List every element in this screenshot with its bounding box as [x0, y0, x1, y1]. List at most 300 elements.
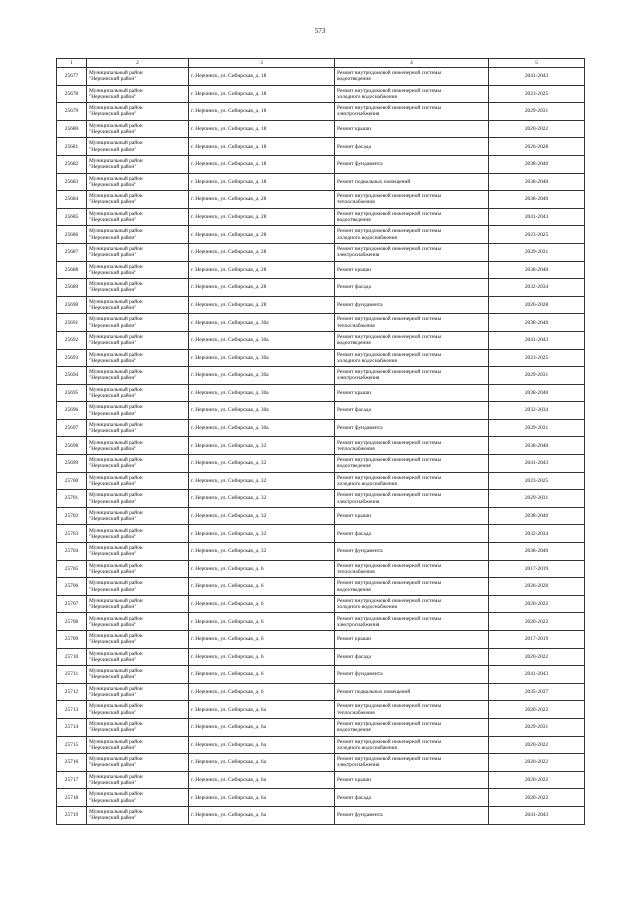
row-number-cell: 25687 [57, 243, 87, 261]
district-line: Муниципальный район [89, 334, 143, 340]
work-type-cell [335, 349, 489, 367]
table-row [57, 789, 585, 807]
table-body [57, 68, 585, 825]
period-cell: 2023-2025 [489, 349, 585, 367]
period-cell: 2023-2025 [489, 472, 585, 490]
table-row [57, 349, 585, 367]
period-cell: 2038-2040 [489, 507, 585, 525]
work-type-cell [335, 120, 489, 138]
work-type-cell [335, 437, 489, 455]
period-cell: 2029-2031 [489, 367, 585, 385]
district-line: "Нерчинский район" [89, 692, 137, 699]
district-line: Муниципальный район [89, 562, 143, 569]
district-cell [87, 543, 189, 561]
period-cell: 2038-2040 [489, 191, 585, 209]
column-header: 4 [335, 59, 489, 68]
work-type-cell [335, 68, 489, 86]
district-line: Муниципальный район [89, 474, 143, 481]
district-line: Муниципальный район [89, 421, 143, 428]
row-number-cell: 25691 [57, 314, 87, 332]
district-line: "Нерчинский район" [89, 340, 137, 347]
work-type-cell [335, 243, 489, 261]
work-type-line: Ремонт внутридомовой инженерной системы [337, 738, 442, 745]
work-type-cell [335, 191, 489, 209]
row-number-cell: 25678 [57, 85, 87, 103]
work-type-cell [335, 648, 489, 666]
work-type-cell [335, 279, 489, 297]
district-line: Муниципальный район [89, 545, 143, 552]
district-line: Муниципальный район [89, 246, 143, 253]
row-number-cell: 25704 [57, 543, 87, 561]
page-number: 573 [314, 27, 326, 35]
work-type-line: холодного водоснабжения [337, 744, 397, 751]
work-type-line: Ремонт фундамента [337, 548, 383, 555]
district-cell [87, 402, 189, 420]
district-cell [87, 472, 189, 490]
period-cell: 2029-2031 [489, 243, 585, 261]
period-cell: 2020-2022 [489, 595, 585, 613]
district-cell [87, 806, 189, 824]
work-type-cell [335, 666, 489, 684]
address-cell: г. Нерчинск, ул. Сибирская, д. 18 [189, 103, 335, 121]
district-cell [87, 367, 189, 385]
district-line: "Нерчинский район" [89, 604, 137, 611]
work-type-cell [335, 85, 489, 103]
table-row [57, 701, 585, 719]
row-number-cell: 25690 [57, 296, 87, 314]
work-type-line: Ремонт внутридомовой инженерной системы [337, 369, 442, 376]
work-type-line: холодного водоснабжения [337, 234, 397, 241]
work-type-cell [335, 595, 489, 613]
district-cell [87, 243, 189, 261]
address-cell: г. Нерчинск, ул. Сибирская, д. 32 [189, 437, 335, 455]
table-row [57, 85, 585, 103]
row-number-cell: 25714 [57, 718, 87, 736]
district-cell [87, 578, 189, 596]
address-cell: г. Нерчинск, ул. Сибирская, д. 6 [189, 631, 335, 649]
address-cell: г. Нерчинск, ул. Сибирская, д. 28 [189, 261, 335, 279]
row-number-cell: 25698 [57, 437, 87, 455]
work-type-line: электроснабжения [337, 252, 380, 259]
table-row [57, 683, 585, 701]
row-number-cell: 25680 [57, 120, 87, 138]
table-row [57, 595, 585, 613]
work-type-line: электроснабжения [337, 375, 380, 382]
work-type-line: Ремонт фундамента [337, 301, 383, 308]
work-type-cell [335, 208, 489, 226]
row-number-cell: 25709 [57, 631, 87, 649]
district-line: Муниципальный район [89, 105, 143, 112]
address-cell: г. Нерчинск, ул. Сибирская, д. 18 [189, 138, 335, 156]
column-header: 1 [57, 59, 87, 68]
row-number-cell: 25683 [57, 173, 87, 191]
work-type-line: Ремонт внутридомовой инженерной системы [337, 228, 442, 235]
period-cell: 2038-2040 [489, 314, 585, 332]
district-cell [87, 595, 189, 613]
district-line: Муниципальный район [89, 175, 143, 182]
work-type-line: Ремонт внутридомовой инженерной системы [337, 70, 442, 77]
period-cell: 2041-2043 [489, 806, 585, 824]
row-number-cell: 25715 [57, 736, 87, 754]
work-type-line: Ремонт внутридомовой инженерной системы [337, 756, 442, 763]
district-cell [87, 507, 189, 525]
row-number-cell: 25707 [57, 595, 87, 613]
district-cell [87, 103, 189, 121]
district-line: Муниципальный район [89, 492, 143, 499]
table-row [57, 718, 585, 736]
district-line: Муниципальный район [89, 791, 143, 798]
work-type-line: Ремонт фундамента [337, 161, 383, 168]
district-line: "Нерчинский район" [89, 375, 137, 382]
work-type-line: Ремонт внутридомовой инженерной системы [337, 87, 442, 94]
period-cell: 2020-2022 [489, 701, 585, 719]
row-number-cell: 25688 [57, 261, 87, 279]
row-number-cell: 25716 [57, 754, 87, 772]
work-type-line: Ремонт подвальных помещений [337, 178, 411, 185]
district-line: Муниципальный район [89, 597, 143, 604]
address-cell: г. Нерчинск, ул. Сибирская, д. 28 [189, 243, 335, 261]
district-line: "Нерчинский район" [89, 639, 137, 646]
table-row [57, 437, 585, 455]
district-line: Муниципальный район [89, 721, 143, 728]
work-type-line: водоотведения [337, 340, 371, 347]
work-type-cell [335, 718, 489, 736]
district-line: "Нерчинский район" [89, 305, 137, 312]
work-type-cell [335, 789, 489, 807]
row-number-cell: 25689 [57, 279, 87, 297]
period-cell: 2038-2040 [489, 384, 585, 402]
district-line: "Нерчинский район" [89, 181, 137, 188]
work-type-cell [335, 631, 489, 649]
district-cell [87, 419, 189, 437]
work-type-cell [335, 701, 489, 719]
period-cell: 2041-2043 [489, 666, 585, 684]
address-cell: г. Нерчинск, ул. Сибирская, д. 30а [189, 349, 335, 367]
district-line: "Нерчинский район" [89, 516, 137, 523]
table-row [57, 754, 585, 772]
table-row [57, 771, 585, 789]
table-row [57, 367, 585, 385]
row-number-cell: 25699 [57, 455, 87, 473]
work-type-line: электроснабжения [337, 762, 380, 769]
row-number-cell: 25681 [57, 138, 87, 156]
district-line: "Нерчинский район" [89, 392, 137, 399]
address-cell: г. Нерчинск, ул. Сибирская, д. 30а [189, 367, 335, 385]
work-type-line: теплоснабжения [337, 322, 375, 329]
work-type-cell [335, 155, 489, 173]
row-number-cell: 25712 [57, 683, 87, 701]
work-type-line: Ремонт крыши [337, 513, 371, 520]
work-type-line: Ремонт внутридомовой инженерной системы [337, 492, 442, 499]
address-cell: г. Нерчинск, ул. Сибирская, д. 30а [189, 384, 335, 402]
district-line: Муниципальный район [89, 615, 143, 622]
district-line: Муниципальный район [89, 351, 143, 358]
table-row [57, 455, 585, 473]
period-cell: 2029-2031 [489, 718, 585, 736]
district-line: "Нерчинский район" [89, 252, 137, 259]
district-line: "Нерчинский район" [89, 322, 137, 329]
period-cell: 2020-2022 [489, 736, 585, 754]
address-cell: г. Нерчинск, ул. Сибирская, д. 6 [189, 683, 335, 701]
address-cell: г. Нерчинск, ул. Сибирская, д. 32 [189, 490, 335, 508]
work-type-cell [335, 472, 489, 490]
work-type-line: Ремонт крыши [337, 389, 371, 396]
work-type-cell [335, 103, 489, 121]
work-type-cell [335, 806, 489, 824]
row-number-cell: 25719 [57, 806, 87, 824]
work-type-line: Ремонт внутридомовой инженерной системы [337, 615, 442, 622]
work-type-line: теплоснабжения [337, 709, 375, 716]
district-cell [87, 736, 189, 754]
district-cell [87, 384, 189, 402]
district-cell [87, 296, 189, 314]
district-line: "Нерчинский район" [89, 586, 137, 593]
row-number-cell: 25685 [57, 208, 87, 226]
work-type-line: Ремонт внутридомовой инженерной системы [337, 193, 442, 200]
address-cell: г. Нерчинск, ул. Сибирская, д. 6а [189, 789, 335, 807]
work-type-line: водоотведения [337, 463, 371, 470]
district-line: Муниципальный район [89, 457, 143, 464]
work-type-cell [335, 455, 489, 473]
district-cell [87, 525, 189, 543]
register-table [56, 58, 585, 825]
work-type-cell [335, 296, 489, 314]
work-type-cell [335, 226, 489, 244]
district-line: "Нерчинский район" [89, 164, 137, 171]
period-cell: 2041-2043 [489, 455, 585, 473]
row-number-cell: 25710 [57, 648, 87, 666]
period-cell: 2038-2040 [489, 173, 585, 191]
district-line: Муниципальный район [89, 369, 143, 376]
district-line: Муниципальный район [89, 738, 143, 745]
district-line: "Нерчинский район" [89, 674, 137, 681]
work-type-line: Ремонт крыши [337, 776, 371, 783]
work-type-line: Ремонт фундамента [337, 812, 383, 819]
period-cell: 2041-2043 [489, 331, 585, 349]
period-cell: 2020-2022 [489, 771, 585, 789]
district-cell [87, 631, 189, 649]
district-line: Муниципальный район [89, 298, 143, 305]
row-number-cell: 25682 [57, 155, 87, 173]
address-cell: г. Нерчинск, ул. Сибирская, д. 6а [189, 754, 335, 772]
district-line: Муниципальный район [89, 140, 143, 147]
work-type-line: Ремонт фундамента [337, 671, 383, 678]
row-number-cell: 25684 [57, 191, 87, 209]
district-cell [87, 314, 189, 332]
work-type-line: Ремонт крыши [337, 636, 371, 643]
district-line: "Нерчинский район" [89, 463, 137, 470]
work-type-cell [335, 138, 489, 156]
district-line: "Нерчинский район" [89, 269, 137, 276]
period-cell: 2026-2028 [489, 138, 585, 156]
table-header [57, 59, 585, 68]
district-cell [87, 771, 189, 789]
work-type-line: водоотведения [337, 586, 371, 593]
work-type-cell [335, 578, 489, 596]
address-cell: г. Нерчинск, ул. Сибирская, д. 6 [189, 648, 335, 666]
period-cell: 2029-2031 [489, 419, 585, 437]
district-line: Муниципальный район [89, 668, 143, 675]
row-number-cell: 25717 [57, 771, 87, 789]
district-line: "Нерчинский район" [89, 568, 137, 575]
district-line: Муниципальный район [89, 228, 143, 235]
district-cell [87, 155, 189, 173]
district-line: "Нерчинский район" [89, 744, 137, 751]
work-type-line: электроснабжения [337, 621, 380, 628]
district-line: Муниципальный район [89, 263, 143, 270]
district-cell [87, 701, 189, 719]
work-type-cell [335, 261, 489, 279]
row-number-cell: 25708 [57, 613, 87, 631]
district-line: Муниципальный район [89, 439, 143, 446]
district-line: "Нерчинский район" [89, 797, 137, 804]
period-cell: 2041-2043 [489, 68, 585, 86]
district-cell [87, 191, 189, 209]
work-type-line: холодного водоснабжения [337, 357, 397, 364]
district-line: "Нерчинский район" [89, 551, 137, 558]
district-cell [87, 560, 189, 578]
work-type-line: Ремонт фасада [337, 143, 371, 150]
district-line: Муниципальный район [89, 193, 143, 200]
row-number-cell: 25696 [57, 402, 87, 420]
work-type-line: Ремонт внутридомовой инженерной системы [337, 334, 442, 340]
row-number-cell: 25705 [57, 560, 87, 578]
period-cell: 2017-2019 [489, 560, 585, 578]
header-row [57, 59, 585, 68]
work-type-line: холодного водоснабжения [337, 480, 397, 487]
table-row [57, 191, 585, 209]
row-number-cell: 25701 [57, 490, 87, 508]
district-cell [87, 648, 189, 666]
district-cell [87, 490, 189, 508]
district-cell [87, 666, 189, 684]
district-line: Муниципальный район [89, 580, 143, 587]
row-number-cell: 25677 [57, 68, 87, 86]
address-cell: г. Нерчинск, ул. Сибирская, д. 6а [189, 806, 335, 824]
period-cell: 2023-2025 [489, 85, 585, 103]
district-line: "Нерчинский район" [89, 287, 137, 294]
work-type-line: Ремонт внутридомовой инженерной системы [337, 474, 442, 481]
row-number-cell: 25703 [57, 525, 87, 543]
address-cell: г. Нерчинск, ул. Сибирская, д. 6а [189, 701, 335, 719]
period-cell: 2032-2034 [489, 402, 585, 420]
column-header: 2 [87, 59, 189, 68]
district-cell [87, 68, 189, 86]
period-cell: 2020-2022 [489, 120, 585, 138]
table-row [57, 472, 585, 490]
row-number-cell: 25694 [57, 367, 87, 385]
work-type-line: Ремонт фасада [337, 794, 371, 801]
table-row [57, 261, 585, 279]
district-cell [87, 261, 189, 279]
district-line: "Нерчинский район" [89, 129, 137, 136]
work-type-line: электроснабжения [337, 498, 380, 505]
period-cell: 2020-2022 [489, 754, 585, 772]
table-row [57, 103, 585, 121]
district-line: "Нерчинский район" [89, 93, 137, 100]
table-row [57, 226, 585, 244]
work-type-cell [335, 490, 489, 508]
work-type-line: Ремонт фасада [337, 653, 371, 660]
work-type-cell [335, 771, 489, 789]
table-row [57, 314, 585, 332]
work-type-line: Ремонт внутридомовой инженерной системы [337, 457, 442, 464]
work-type-cell [335, 331, 489, 349]
table-row [57, 138, 585, 156]
work-type-line: электроснабжения [337, 111, 380, 118]
period-cell: 2020-2022 [489, 648, 585, 666]
district-cell [87, 437, 189, 455]
row-number-cell: 25718 [57, 789, 87, 807]
table-row [57, 243, 585, 261]
address-cell: г. Нерчинск, ул. Сибирская, д. 6 [189, 595, 335, 613]
work-type-line: Ремонт фасада [337, 407, 371, 414]
district-line: "Нерчинский район" [89, 815, 137, 822]
work-type-line: теплоснабжения [337, 199, 375, 206]
district-cell [87, 683, 189, 701]
row-number-cell: 25706 [57, 578, 87, 596]
period-cell: 2032-2034 [489, 279, 585, 297]
district-cell [87, 173, 189, 191]
table-row [57, 578, 585, 596]
work-type-line: Ремонт внутридомовой инженерной системы [337, 597, 442, 604]
district-cell [87, 279, 189, 297]
district-cell [87, 718, 189, 736]
district-line: "Нерчинский район" [89, 780, 137, 787]
period-cell: 2026-2028 [489, 578, 585, 596]
work-type-line: Ремонт крыши [337, 266, 371, 273]
district-line: "Нерчинский район" [89, 410, 137, 417]
address-cell: г. Нерчинск, ул. Сибирская, д. 18 [189, 85, 335, 103]
table-row [57, 507, 585, 525]
period-cell: 2029-2031 [489, 103, 585, 121]
address-cell: г. Нерчинск, ул. Сибирская, д. 28 [189, 191, 335, 209]
district-cell [87, 789, 189, 807]
table-row [57, 560, 585, 578]
district-line: "Нерчинский район" [89, 762, 137, 769]
work-type-line: Ремонт внутридомовой инженерной системы [337, 580, 442, 587]
period-cell: 2032-2034 [489, 525, 585, 543]
table-row [57, 525, 585, 543]
address-cell: г. Нерчинск, ул. Сибирская, д. 28 [189, 226, 335, 244]
district-line: "Нерчинский район" [89, 480, 137, 487]
table-row [57, 613, 585, 631]
district-line: "Нерчинский район" [89, 428, 137, 435]
row-number-cell: 25693 [57, 349, 87, 367]
work-type-line: теплоснабжения [337, 568, 375, 575]
period-cell: 2023-2025 [489, 226, 585, 244]
work-type-cell [335, 683, 489, 701]
district-line: Муниципальный район [89, 158, 143, 165]
district-cell [87, 455, 189, 473]
work-type-line: Ремонт внутридомовой инженерной системы [337, 703, 442, 710]
work-type-line: Ремонт крыши [337, 125, 371, 132]
work-type-cell [335, 384, 489, 402]
work-type-cell [335, 507, 489, 525]
address-cell: г. Нерчинск, ул. Сибирская, д. 28 [189, 208, 335, 226]
address-cell: г. Нерчинск, ул. Сибирская, д. 6 [189, 560, 335, 578]
period-cell: 2038-2040 [489, 543, 585, 561]
table-row [57, 648, 585, 666]
work-type-line: холодного водоснабжения [337, 604, 397, 611]
table-row [57, 736, 585, 754]
district-line: Муниципальный район [89, 527, 143, 534]
work-type-cell [335, 525, 489, 543]
district-line: "Нерчинский район" [89, 111, 137, 118]
address-cell: г. Нерчинск, ул. Сибирская, д. 6а [189, 771, 335, 789]
work-type-line: Ремонт фасада [337, 284, 371, 291]
district-line: Муниципальный район [89, 509, 143, 516]
